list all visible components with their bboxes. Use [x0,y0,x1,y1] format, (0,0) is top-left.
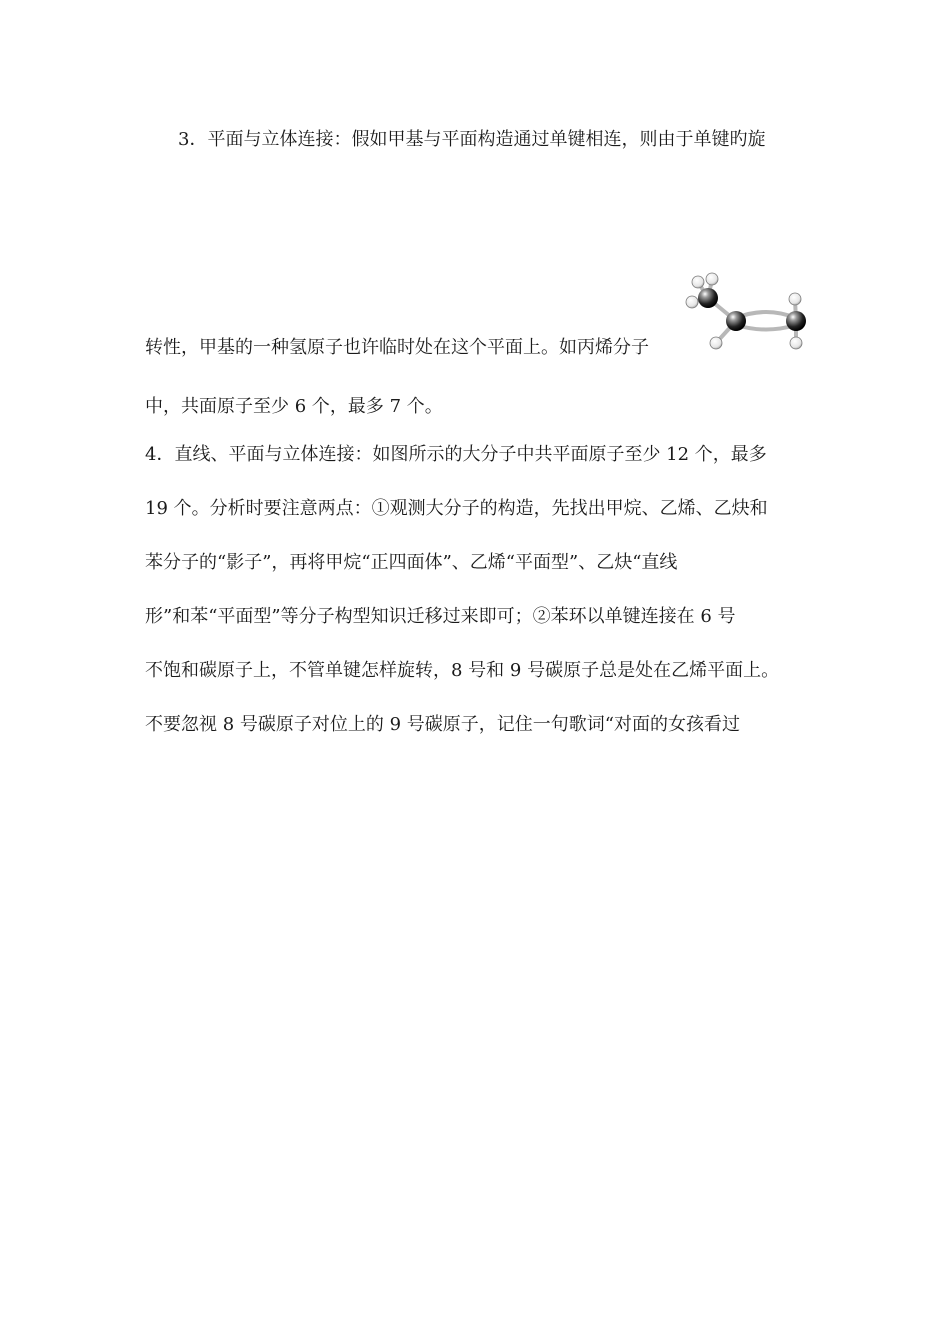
paragraph-4-line-5: 不饱和碳原子上，不管单键怎样旋转，8 号和 9 号碳原子总是处在乙烯平面上。 [145,660,780,681]
paragraph-4-line-1: 4．直线、平面与立体连接：如图所示的大分子中共平面原子至少 12 个，最多 [145,444,767,465]
paragraph-4-line-6: 不要忽视 8 号碳原子对位上的 9 号碳原子，记住一句歌词“对面的女孩看过 [145,714,740,735]
paragraph-3-line-3: 中，共面原子至少 6 个，最多 7 个。 [145,396,443,417]
propene-molecule-icon [684,268,808,358]
paragraph-4-line-4: 形”和苯“平面型”等分子构型知识迁移过来即可；②苯环以单键连接在 6 号 [145,606,736,627]
paragraph-4-line-3: 苯分子的“影子”，再将甲烷“正四面体”、乙烯“平面型”、乙炔“直线 [145,552,678,573]
paragraph-3-line-1: 3．平面与立体连接：假如甲基与平面构造通过单键相连，则由于单键旳旋 [178,129,766,150]
paragraph-4-line-2: 19 个。分析时要注意两点：①观测大分子的构造，先找出甲烷、乙烯、乙炔和 [145,498,768,519]
paragraph-3-line-2: 转性，甲基的一种氢原子也许临时处在这个平面上。如丙烯分子 [145,337,649,358]
